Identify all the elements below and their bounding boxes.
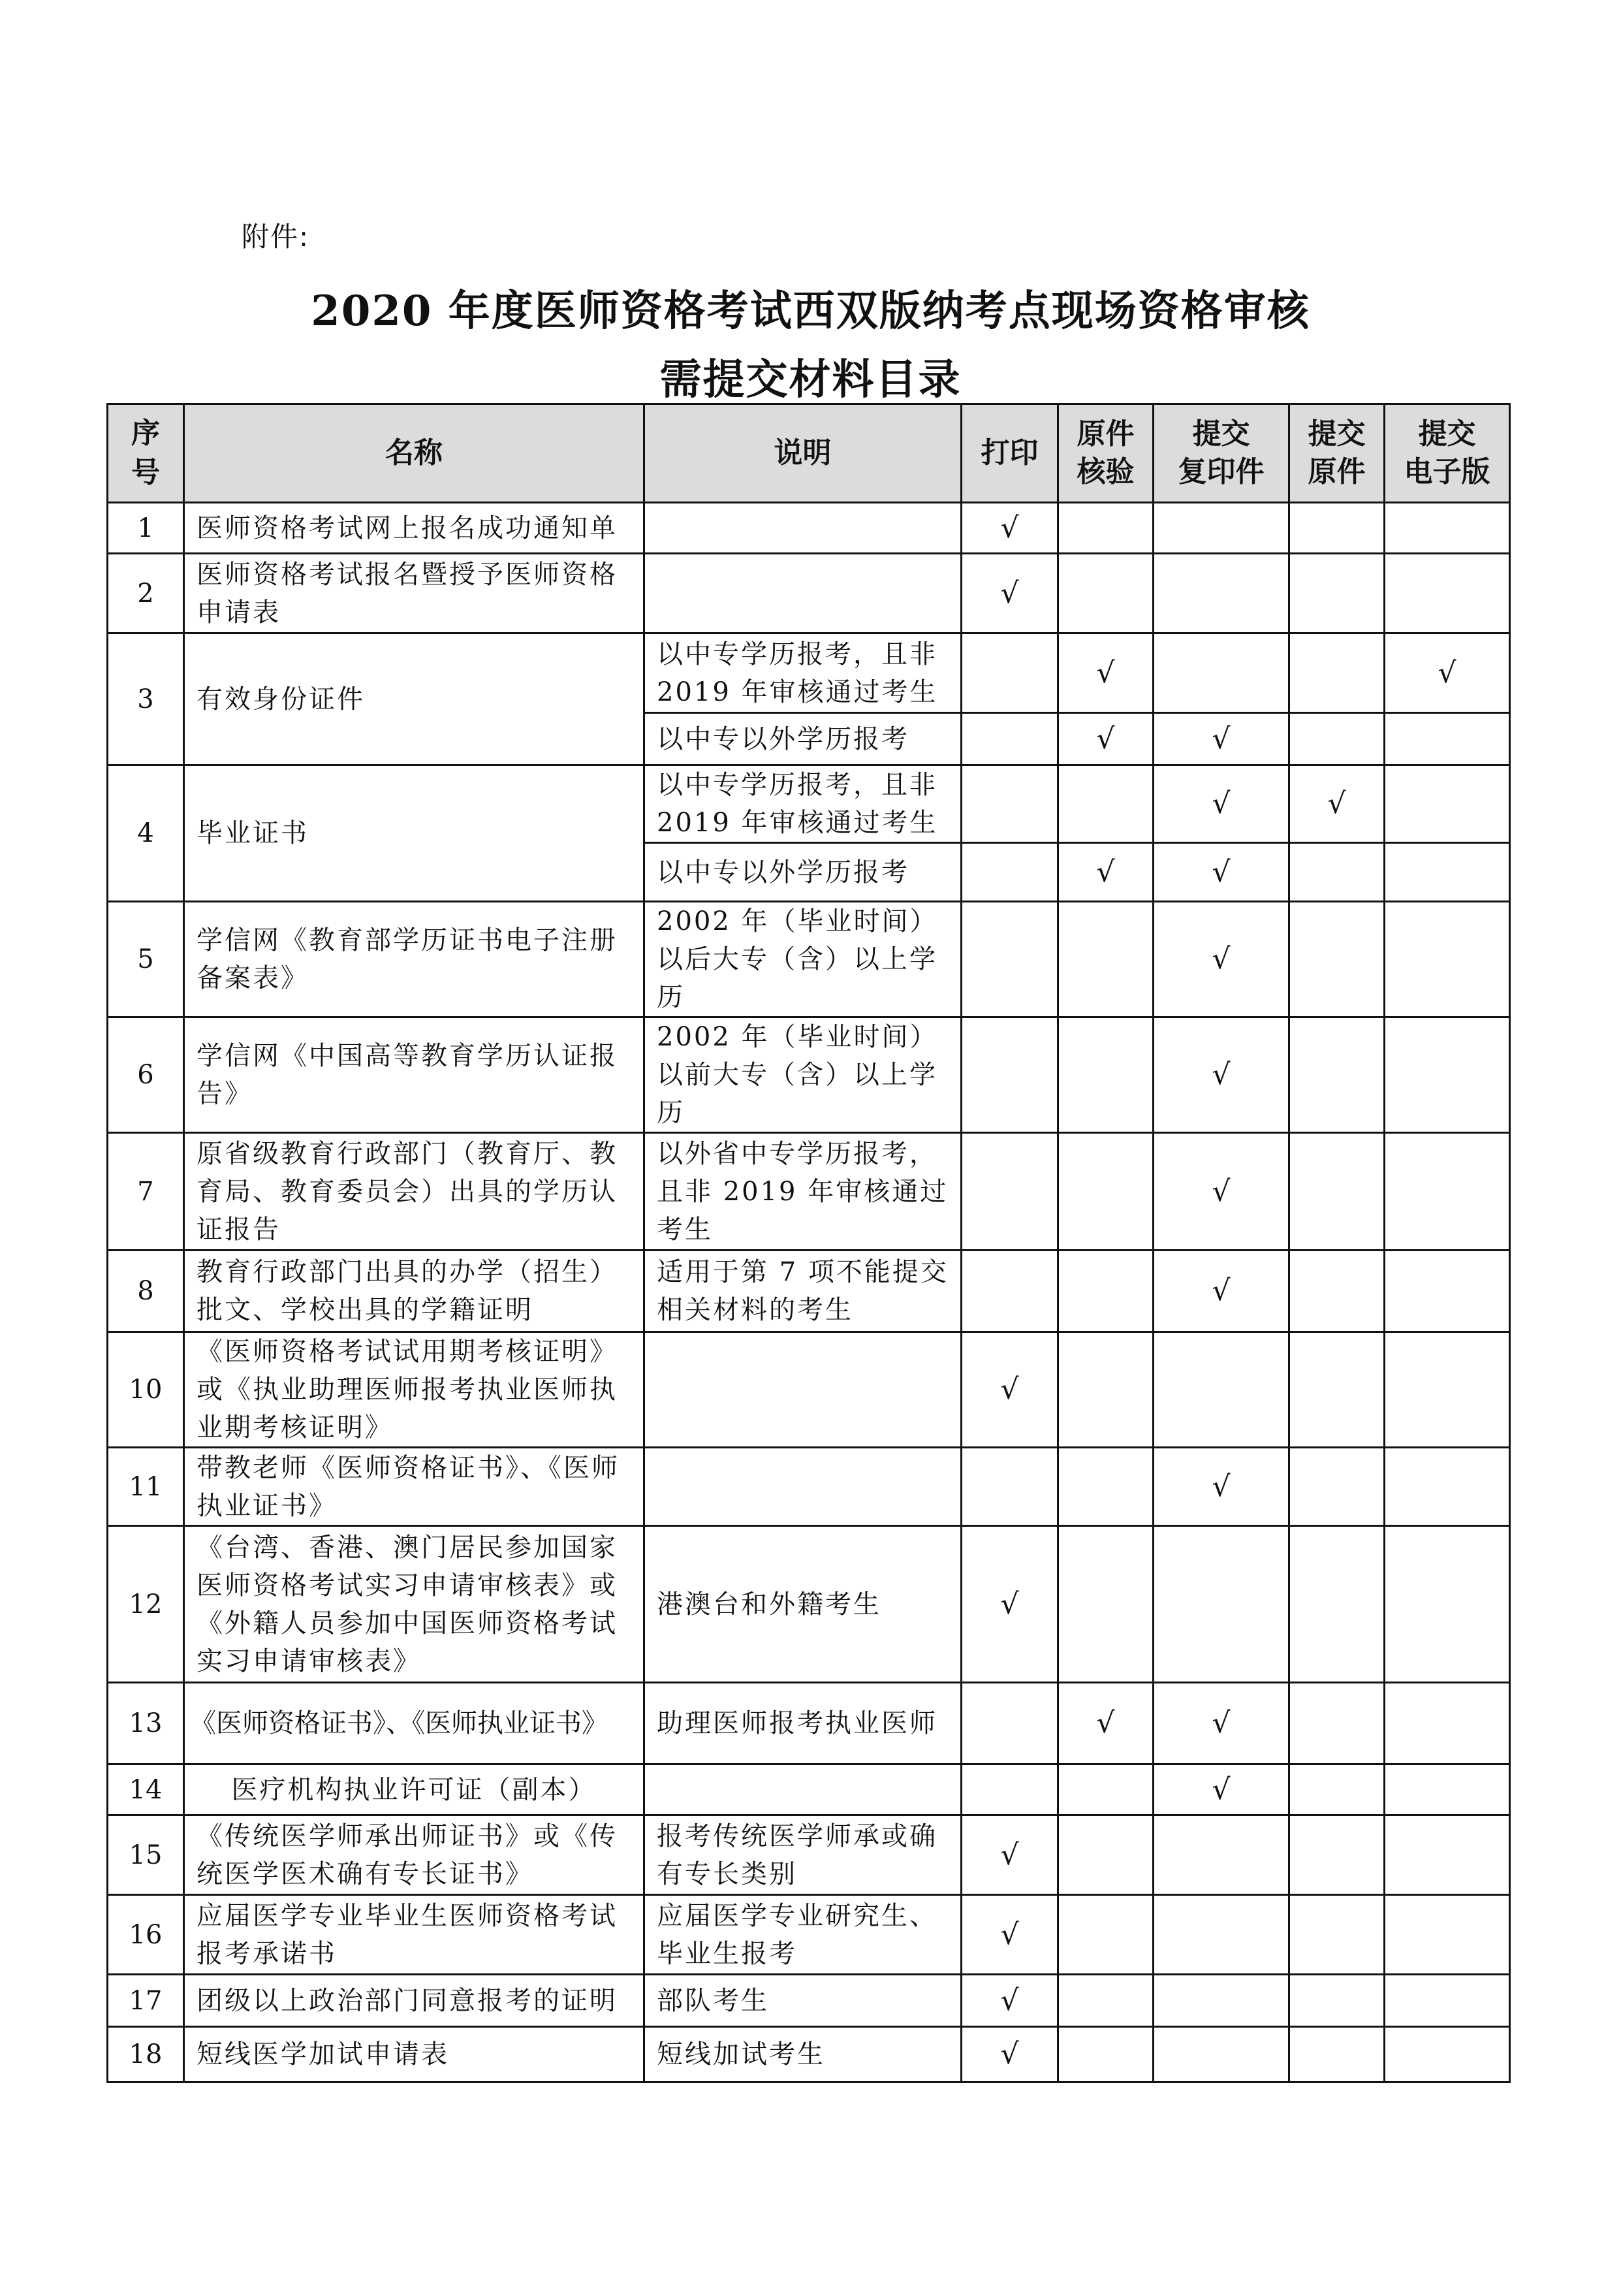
check-mark: √	[1154, 902, 1289, 1017]
row-seq: 3	[108, 633, 184, 765]
row-desc: 适用于第 7 项不能提交相关材料的考生	[644, 1251, 962, 1332]
check-mark: √	[1289, 765, 1385, 843]
row-seq: 4	[108, 765, 184, 902]
check-mark: √	[1154, 765, 1289, 843]
table-row	[108, 1526, 1510, 1683]
check-mark: √	[1154, 1448, 1289, 1526]
table-row	[108, 1133, 1510, 1251]
table-row	[108, 1251, 1510, 1332]
check-mark: √	[1058, 633, 1154, 713]
row-seq: 13	[108, 1683, 184, 1764]
table-row	[108, 902, 1510, 1017]
row-desc: 报考传统医学师承或确有专长类别	[644, 1815, 962, 1895]
check-mark: √	[962, 1895, 1058, 1975]
row-name: 《台湾、香港、澳门居民参加国家医师资格考试实习申请审核表》或《外籍人员参加中国医师资格考试实习申请审核表》	[184, 1526, 644, 1683]
row-desc: 以中专学历报考，且非 2019 年审核通过考生	[644, 765, 962, 843]
row-desc: 以中专以外学历报考	[644, 713, 962, 765]
row-name: 《医师资格考试试用期考核证明》或《执业助理医师报考执业医师执业期考核证明》	[184, 1332, 644, 1448]
check-mark: √	[1154, 1683, 1289, 1764]
row-name: 带教老师《医师资格证书》、《医师执业证书》	[184, 1448, 644, 1526]
row-name: 《医师资格证书》、《医师执业证书》	[184, 1683, 644, 1764]
row-name: 医疗机构执业许可证（副本）	[184, 1764, 644, 1815]
table-row	[108, 1332, 1510, 1448]
row-desc	[644, 1448, 962, 1526]
row-name: 学信网《中国高等教育学历认证报告》	[184, 1017, 644, 1133]
header-desc: 说明	[644, 404, 962, 503]
document-title-line1: 2020 年度医师资格考试西双版纳考点现场资格审核	[311, 287, 1310, 336]
row-name: 短线医学加试申请表	[184, 2027, 644, 2082]
row-name: 医师资格考试网上报名成功通知单	[184, 503, 644, 554]
row-desc: 以外省中专学历报考，且非 2019 年审核通过考生	[644, 1133, 962, 1251]
check-mark: √	[962, 554, 1058, 633]
header-copy: 提交 复印件	[1154, 404, 1289, 503]
check-mark: √	[1154, 1251, 1289, 1332]
header-verify: 原件 核验	[1058, 404, 1154, 503]
check-mark: √	[1058, 843, 1154, 902]
check-mark: √	[1058, 713, 1154, 765]
row-seq: 2	[108, 554, 184, 633]
check-mark: √	[1154, 843, 1289, 902]
table-row	[108, 1017, 1510, 1133]
row-seq: 18	[108, 2027, 184, 2082]
row-desc: 以中专以外学历报考	[644, 843, 962, 902]
row-seq: 14	[108, 1764, 184, 1815]
row-desc: 部队考生	[644, 1975, 962, 2027]
row-desc: 应届医学专业研究生、毕业生报考	[644, 1895, 962, 1975]
row-desc	[644, 1332, 962, 1448]
header-original: 提交 原件	[1289, 404, 1385, 503]
row-desc: 港澳台和外籍考生	[644, 1526, 962, 1683]
table-row	[108, 1815, 1510, 1895]
row-name: 《传统医学师承出师证书》或《传统医学医术确有专长证书》	[184, 1815, 644, 1895]
table-row	[108, 554, 1510, 633]
row-name: 团级以上政治部门同意报考的证明	[184, 1975, 644, 2027]
check-mark: √	[962, 2027, 1058, 2082]
materials-table	[106, 403, 1511, 2083]
row-seq: 1	[108, 503, 184, 554]
row-desc	[644, 554, 962, 633]
check-mark: √	[1154, 1017, 1289, 1133]
header-name: 名称	[184, 404, 644, 503]
row-name: 学信网《教育部学历证书电子注册备案表》	[184, 902, 644, 1017]
table-row	[108, 1764, 1510, 1815]
row-seq: 6	[108, 1017, 184, 1133]
attachment-label: 附件:	[242, 221, 310, 253]
check-mark: √	[1154, 1133, 1289, 1251]
check-mark: √	[962, 1526, 1058, 1683]
row-name: 原省级教育行政部门（教育厅、教育局、教育委员会）出具的学历认证报告	[184, 1133, 644, 1251]
check-mark: √	[1385, 633, 1510, 713]
row-name: 毕业证书	[184, 765, 644, 902]
table-row	[108, 1975, 1510, 2027]
row-seq: 15	[108, 1815, 184, 1895]
header-electronic: 提交 电子版	[1385, 404, 1510, 503]
row-name: 应届医学专业毕业生医师资格考试报考承诺书	[184, 1895, 644, 1975]
table-row	[108, 503, 1510, 554]
check-mark: √	[962, 1975, 1058, 2027]
check-mark: √	[1058, 1683, 1154, 1764]
row-desc: 短线加试考生	[644, 2027, 962, 2082]
table-row	[108, 1448, 1510, 1526]
row-seq: 11	[108, 1448, 184, 1526]
row-seq: 16	[108, 1895, 184, 1975]
table-row	[108, 1683, 1510, 1764]
row-seq: 17	[108, 1975, 184, 2027]
row-seq: 8	[108, 1251, 184, 1332]
document-title-line2: 需提交材料目录	[659, 355, 962, 404]
row-name: 医师资格考试报名暨授予医师资格申请表	[184, 554, 644, 633]
table-header-row	[108, 404, 1510, 503]
check-mark: √	[962, 1332, 1058, 1448]
check-mark: √	[1154, 1764, 1289, 1815]
table-row	[108, 633, 1510, 713]
table-row	[108, 765, 1510, 843]
header-print: 打印	[962, 404, 1058, 503]
check-mark: √	[962, 1815, 1058, 1895]
row-name: 有效身份证件	[184, 633, 644, 765]
row-desc: 2002 年（毕业时间）以后大专（含）以上学历	[644, 902, 962, 1017]
row-seq: 10	[108, 1332, 184, 1448]
row-desc: 以中专学历报考，且非 2019 年审核通过考生	[644, 633, 962, 713]
row-seq: 5	[108, 902, 184, 1017]
check-mark: √	[1154, 713, 1289, 765]
row-name: 教育行政部门出具的办学（招生）批文、学校出具的学籍证明	[184, 1251, 644, 1332]
row-desc	[644, 503, 962, 554]
row-desc	[644, 1764, 962, 1815]
row-desc: 2002 年（毕业时间）以前大专（含）以上学历	[644, 1017, 962, 1133]
check-mark: √	[962, 503, 1058, 554]
table-row	[108, 1895, 1510, 1975]
row-seq: 7	[108, 1133, 184, 1251]
header-seq: 序号	[108, 404, 184, 503]
row-desc: 助理医师报考执业医师	[644, 1683, 962, 1764]
table-row	[108, 2027, 1510, 2082]
row-seq: 12	[108, 1526, 184, 1683]
